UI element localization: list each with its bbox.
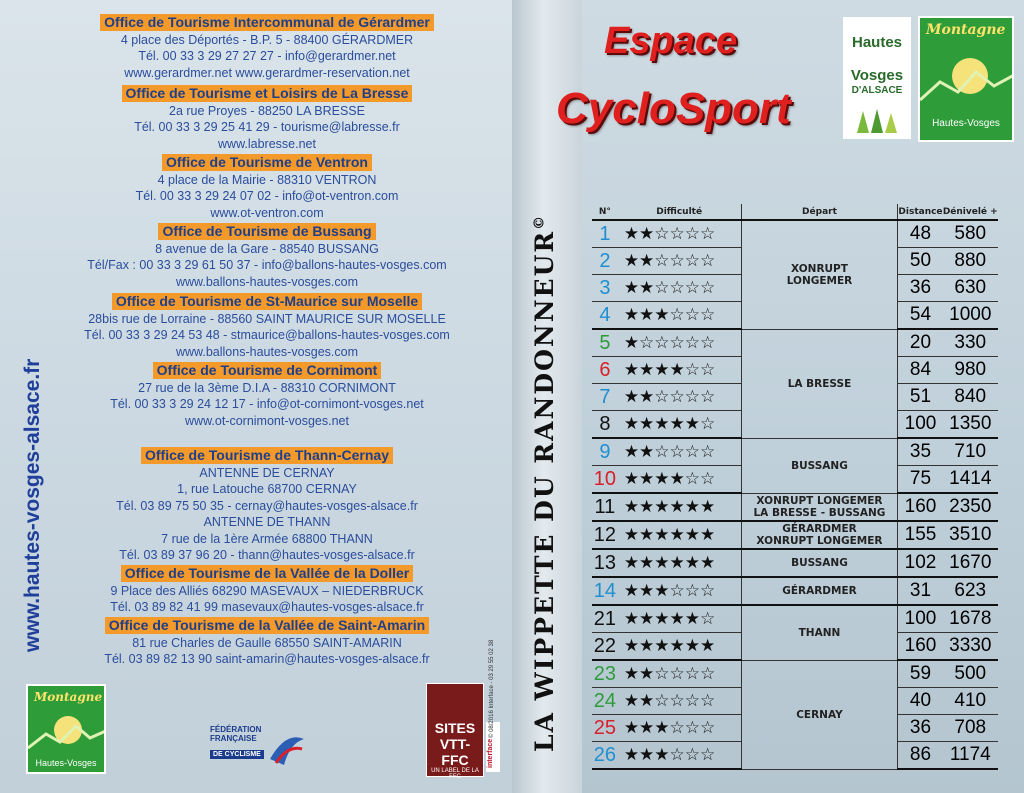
route-number: 3 [592,275,618,302]
elevation-gain: 1678 [943,605,998,633]
difficulty-stars: ★★★★★★ [618,493,741,521]
depart-location [741,493,898,521]
office-phone: Tél. 00 33 3 29 24 53 48 - stmaurice@ballons-hautes-vosges.com [84,328,450,342]
elevation-gain: 980 [943,357,998,384]
difficulty-stars: ★★★★★☆ [618,411,741,439]
hautes-vosges-alsace-logo: Hautes Vosges D'ALSACE [843,17,911,139]
col-distance: Distance [898,204,943,220]
difficulty-stars: ★★☆☆☆☆ [618,660,741,688]
depart-label-line: LONGEMER [786,274,853,287]
office-address: 2a rue Proyes - 88250 LA BRESSE [169,103,365,118]
office-address: 1, rue Latouche 68700 CERNAY [177,482,357,496]
montagne-logo: Montagne Hautes-Vosges [26,684,106,774]
elevation-gain: 1350 [943,411,998,439]
distance-km: 36 [898,275,943,302]
office-st-maurice [68,293,466,360]
difficulty-stars: ★★☆☆☆☆ [618,438,741,466]
office-title: Office de Tourisme de Ventron [162,154,372,171]
difficulty-stars: ★★★☆☆☆ [618,577,741,605]
elevation-gain: 1670 [943,549,998,577]
depart-label-line: GÉRARDMER [782,523,857,535]
route-number: 13 [592,549,618,577]
office-title: Office de Tourisme de St-Maurice sur Moselle [112,293,422,310]
difficulty-stars: ★★★☆☆☆ [618,715,741,742]
depart-location [741,329,898,438]
spine-title [530,214,559,752]
route-number: 1 [592,220,618,248]
office-phone: Tél. 00 33 3 29 24 12 17 - info@ot-cornimont-vosges.net [110,397,424,411]
distance-km: 84 [898,357,943,384]
table-body [592,220,998,769]
table-row [592,438,998,466]
distance-km: 51 [898,384,943,411]
office-phone: Tél. 03 89 82 13 90 saint-amarin@hautes-vosges-alsace.fr [104,652,430,666]
office-phone: Tél/Fax : 00 33 3 29 61 50 37 - info@ballons-hautes-vosges.com [87,258,447,272]
elevation-gain: 630 [943,275,998,302]
distance-km: 75 [898,466,943,494]
office-title: Office de Tourisme de Cornimont [153,362,382,379]
elevation-gain: 1414 [943,466,998,494]
distance-km: 20 [898,329,943,357]
distance-km: 155 [898,521,943,549]
difficulty-stars: ★★★★★★ [618,521,741,549]
distance-km: 100 [898,411,943,439]
office-phone: Tél. 03 89 82 41 99 masevaux@hautes-vosges-alsace.fr [110,600,424,614]
office-title: Office de Tourisme de Thann-Cernay [141,447,393,464]
office-antenna-thann: ANTENNE DE THANN [203,515,331,529]
route-number: 14 [592,577,618,605]
elevation-gain: 623 [943,577,998,605]
leaves-icon [851,107,903,135]
elevation-gain: 880 [943,248,998,275]
copyright-symbol: © [531,213,548,230]
office-web: www.labresse.net [218,136,316,151]
table-row [592,521,998,549]
office-address: 7 rue de la 1ère Armée 68800 THANN [161,531,373,546]
depart-label-line: BUSSANG [791,459,848,472]
copyright-small: © 08/2016 Interface - 03 29 55 02 38 [489,639,495,738]
depart-label-line: LA BRESSE - BUSSANG [753,506,886,519]
depart-location [741,521,898,549]
difficulty-stars: ★★★★☆☆ [618,466,741,494]
depart-label-line: THANN [798,626,841,639]
depart-label-line: CERNAY [796,708,843,721]
distance-km: 160 [898,493,943,521]
difficulty-stars: ★☆☆☆☆☆ [618,329,741,357]
depart-location [741,577,898,605]
office-address: 9 Place des Alliés 68290 MASEVAUX – NIEDERBRUCK [110,583,424,598]
difficulty-stars: ★★☆☆☆☆ [618,275,741,302]
elevation-gain: 3510 [943,521,998,549]
depart-label-line: XONRUPT [791,262,848,275]
office-address: 4 place de la Mairie - 88310 VENTRON [157,172,377,187]
office-title: Office de Tourisme de la Vallée de Saint-Amarin [105,617,429,634]
distance-km: 40 [898,688,943,715]
elevation-gain: 330 [943,329,998,357]
distance-km: 86 [898,742,943,770]
difficulty-stars: ★★☆☆☆☆ [618,688,741,715]
distance-km: 36 [898,715,943,742]
distance-km: 31 [898,577,943,605]
office-la-bresse [68,85,466,152]
distance-km: 48 [898,220,943,248]
depart-location [741,605,898,660]
route-number: 23 [592,660,618,688]
table-row [592,549,998,577]
difficulty-stars: ★★★☆☆☆ [618,742,741,770]
elevation-gain: 410 [943,688,998,715]
depart-label-line: LA BRESSE [787,377,852,390]
route-number: 24 [592,688,618,715]
col-difficulty: Difficulté [618,204,741,220]
office-title: Office de Tourisme de la Vallée de la Doller [121,565,414,582]
office-web: www.ot-ventron.com [210,205,324,220]
sites-vtt-ffc-logo: SITES VTT-FFC UN LABEL DE LA FFC [426,683,484,777]
table-row [592,329,998,357]
office-address: 28bis rue de Lorraine - 88560 SAINT MAURICE SUR MOSELLE [88,311,446,326]
depart-location [741,220,898,329]
table-row [592,577,998,605]
distance-km: 102 [898,549,943,577]
office-web: www.ballons-hautes-vosges.com [175,344,359,359]
elevation-gain: 3330 [943,633,998,661]
col-number: N° [592,204,618,220]
office-address: 27 rue de la 3ème D.I.A - 88310 CORNIMONT [138,380,396,395]
route-number: 2 [592,248,618,275]
distance-km: 54 [898,302,943,330]
route-number: 25 [592,715,618,742]
office-antenna-cernay: ANTENNE DE CERNAY [199,465,335,480]
col-depart: Départ [741,204,898,220]
table-row [592,220,998,248]
difficulty-stars: ★★★★☆☆ [618,357,741,384]
route-number: 11 [592,493,618,521]
col-denivele: Dénivelé + [943,204,998,220]
office-thann-cernay [68,447,466,564]
office-web: www.ot-cornimont-vosges.net [185,413,349,428]
elevation-gain: 1174 [943,742,998,770]
mountain-sun-icon [920,46,1014,116]
mountain-sun-icon [28,708,106,758]
depart-location [741,549,898,577]
depart-location [741,660,898,769]
office-title: Office de Tourisme de Bussang [158,223,375,240]
difficulty-stars: ★★☆☆☆☆ [618,248,741,275]
route-number: 21 [592,605,618,633]
espace-title: Espace [604,20,738,62]
route-number: 26 [592,742,618,770]
elevation-gain: 710 [943,438,998,466]
office-title: Office de Tourisme et Loisirs de La Bresse [122,85,413,102]
office-web: www.ballons-hautes-vosges.com [175,274,359,289]
office-gerardmer [68,14,466,81]
office-phone: Tél. 00 33 3 29 24 07 02 - info@ot-ventron.com [135,189,399,203]
office-web: www.gerardmer.net www.gerardmer-reservation.net [124,65,410,80]
elevation-gain: 580 [943,220,998,248]
depart-label-line: BUSSANG [791,557,848,569]
office-saint-amarin [68,617,466,668]
office-cornimont [68,362,466,429]
office-phone: Tél. 00 33 3 29 25 41 29 - tourisme@labresse.fr [134,120,400,134]
difficulty-stars: ★★★★★★ [618,549,741,577]
distance-km: 160 [898,633,943,661]
elevation-gain: 840 [943,384,998,411]
office-phone: Tél. 03 89 75 50 35 - cernay@hautes-vosges-alsace.fr [116,498,418,513]
montagne-hautes-vosges-logo: Montagne Hautes-Vosges [918,16,1014,142]
depart-label-line: GÉRARDMER [782,585,857,597]
difficulty-stars: ★★★★★☆ [618,605,741,633]
difficulty-stars: ★★☆☆☆☆ [618,220,741,248]
elevation-gain: 500 [943,660,998,688]
office-phone: Tél. 00 33 3 29 27 27 27 - info@gerardmer.net [138,49,396,63]
office-ventron [68,154,466,221]
route-number: 7 [592,384,618,411]
website-vertical-link[interactable]: www.hautes-vosges-alsace.fr [21,358,44,652]
route-number: 8 [592,411,618,439]
office-title: Office de Tourisme Intercommunal de Gérardmer [100,14,434,31]
elevation-gain: 2350 [943,493,998,521]
table-row [592,660,998,688]
spine-title-text: LA WIPPETTE DU RANDONNEUR [530,229,559,752]
office-bussang [68,223,466,290]
route-number: 4 [592,302,618,330]
difficulty-stars: ★★★☆☆☆ [618,302,741,330]
routes-table [592,204,998,770]
office-address: 8 avenue de la Gare - 88540 BUSSANG [155,241,379,256]
ffc-swoosh-icon [266,729,306,769]
elevation-gain: 1000 [943,302,998,330]
office-phone: Tél. 03 89 37 96 20 - thann@hautes-vosges-alsace.fr [119,548,415,562]
depart-label-line: XONRUPT LONGEMER [756,535,883,547]
table-row [592,493,998,521]
table-header-row [592,204,998,220]
office-address: 81 rue Charles de Gaulle 68550 SAINT-AMARIN [132,635,402,650]
ffc-logo: FÉDÉRATION FRANÇAISE DE CYCLISME [210,725,305,775]
distance-km: 100 [898,605,943,633]
distance-km: 59 [898,660,943,688]
route-number: 22 [592,633,618,661]
office-doller [68,565,466,616]
route-number: 9 [592,438,618,466]
office-address: 4 place des Déportés - B.P. 5 - 88400 GÉRARDMER [120,32,414,47]
difficulty-stars: ★★☆☆☆☆ [618,384,741,411]
table-row [592,605,998,633]
difficulty-stars: ★★★★★★ [618,633,741,661]
depart-label-line: XONRUPT LONGEMER [756,494,883,507]
route-number: 6 [592,357,618,384]
depart-location [741,438,898,493]
elevation-gain: 708 [943,715,998,742]
distance-km: 35 [898,438,943,466]
distance-km: 50 [898,248,943,275]
cyclosport-title: CycloSport [556,84,791,133]
interface-logo: interface [486,722,500,772]
route-number: 5 [592,329,618,357]
route-number: 12 [592,521,618,549]
route-number: 10 [592,466,618,494]
